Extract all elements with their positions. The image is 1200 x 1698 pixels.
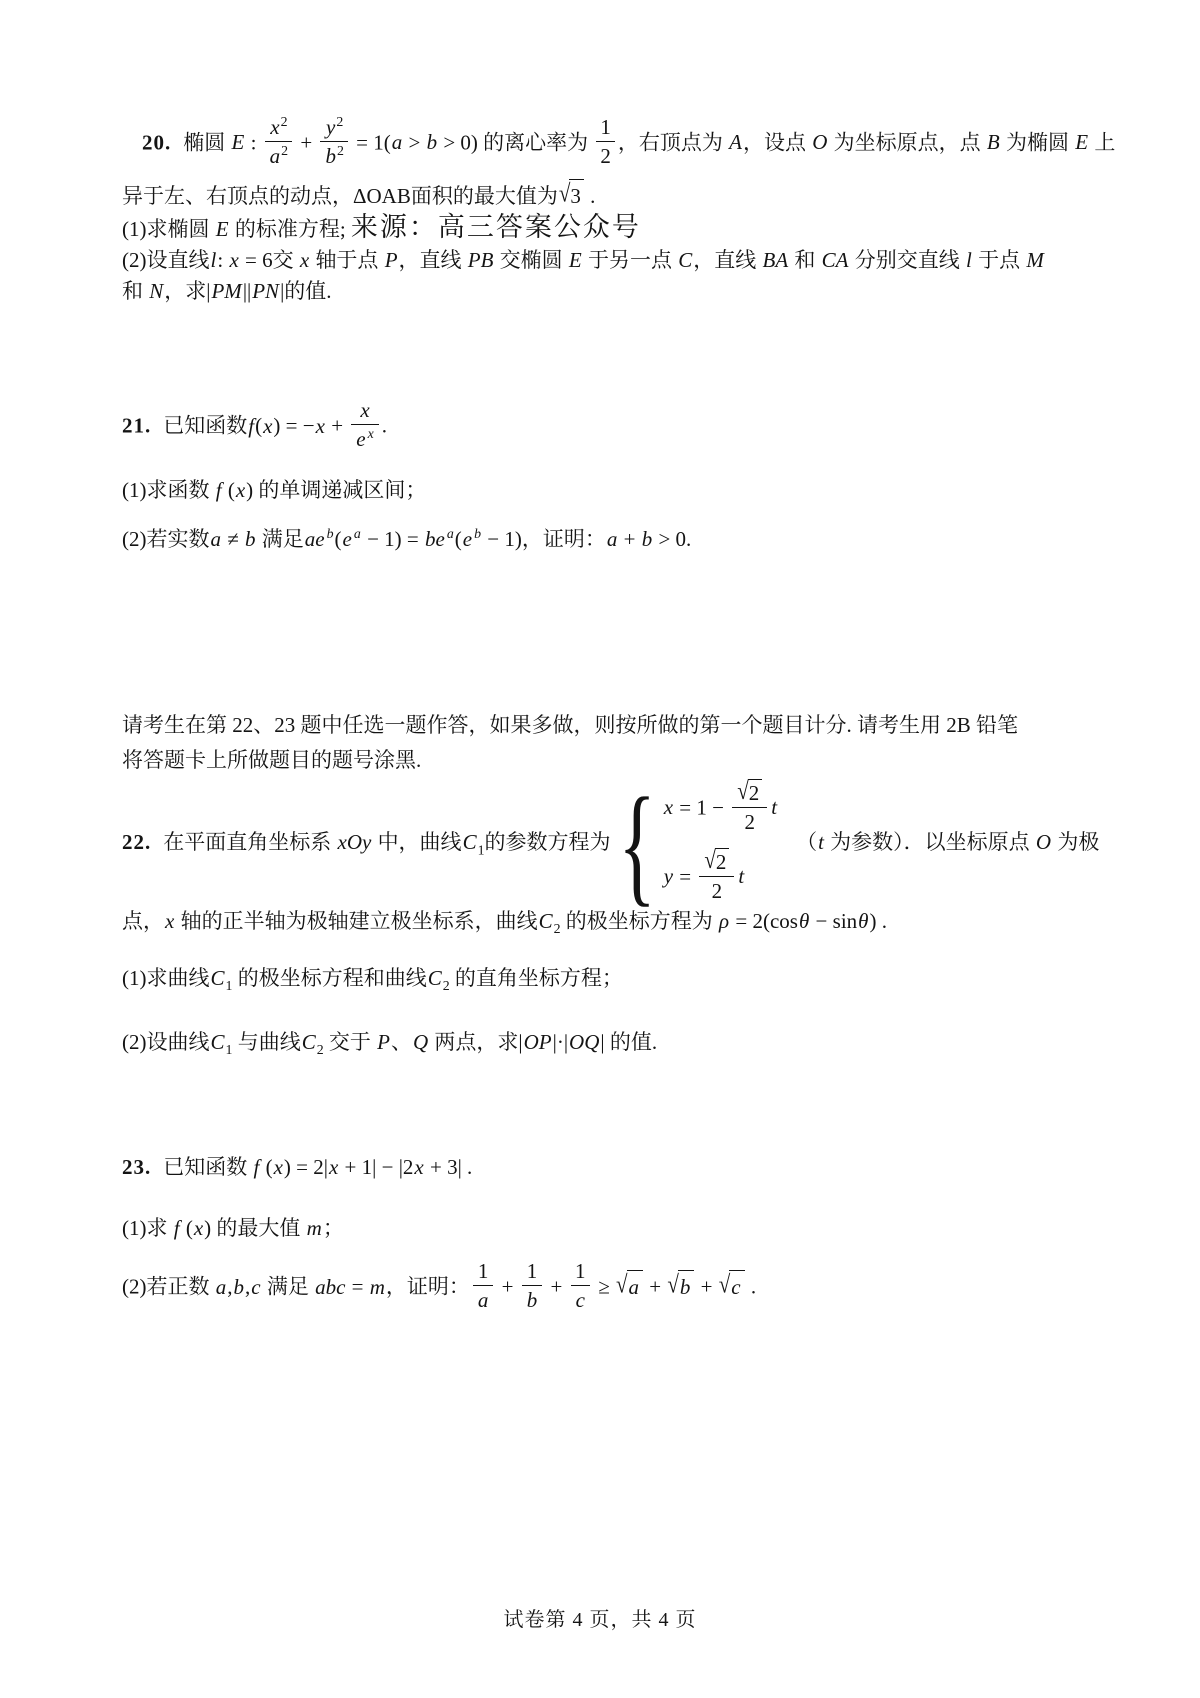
math-variable: PB (467, 248, 494, 273)
text-run: |的值. (280, 279, 332, 304)
math-variable: P (384, 248, 398, 273)
math-variable: E (231, 130, 245, 155)
text-run: ，直线 (693, 248, 762, 273)
text-run: 2 (336, 114, 344, 129)
superscript (326, 526, 335, 541)
math-variable: x (235, 477, 246, 502)
math-variable: x (165, 909, 175, 934)
text-run: 椭圆 (183, 130, 231, 155)
superscript (337, 143, 344, 158)
text-run: 的极坐标方程和曲线 (232, 966, 427, 991)
text-run: | 的值. (600, 1030, 658, 1055)
text-run: 交于 (323, 1030, 377, 1055)
math-variable: f (215, 477, 222, 502)
math-variable: b (526, 1288, 538, 1313)
subscript (554, 921, 561, 936)
text-run: 已知函数 (163, 1155, 253, 1180)
text-run: 满足 (261, 1274, 315, 1299)
math-variable: e (462, 526, 473, 551)
text-run: 和 (122, 279, 149, 304)
text-run: ( (260, 1155, 273, 1180)
text-run: 1 (526, 1259, 538, 1284)
radical-sign: √ (558, 179, 571, 208)
text-run: ，右顶点为 (617, 130, 729, 155)
superscript (336, 114, 343, 129)
math-variable: t (771, 795, 778, 820)
problem-21 (122, 398, 1124, 554)
radicand (715, 848, 730, 874)
text-run: = 1 − (674, 795, 730, 820)
fraction-numerator (571, 1259, 590, 1285)
text-run: ) 的最大值 (204, 1216, 306, 1241)
text-run: （ (796, 829, 818, 854)
math-variable: b (325, 144, 336, 169)
text-run: , (245, 1274, 251, 1299)
problem-number: 21. (122, 413, 152, 438)
math-variable: a (353, 525, 361, 541)
math-variable: a (446, 525, 454, 541)
fraction (473, 1259, 494, 1312)
math-variable: b (641, 526, 653, 551)
problem-22-line-1 (122, 769, 1124, 918)
superscript (473, 526, 482, 541)
text-run: 的标准方程; (229, 217, 351, 242)
text-run: 2 (316, 1042, 324, 1058)
text-run: + 1| − |2 (339, 1155, 414, 1180)
math-variable: f (253, 1155, 260, 1180)
radicand (729, 1270, 744, 1303)
text-run: ，直线 (398, 248, 467, 273)
math-variable: C (678, 248, 693, 273)
radical-sign: √ (718, 1269, 731, 1298)
math-variable: x (299, 248, 310, 273)
text-run: ≠ (222, 526, 245, 551)
text-run: 的直角坐标方程； (449, 966, 623, 991)
fraction-numerator (473, 1259, 494, 1285)
math-variable: M (1026, 248, 1044, 273)
math-variable: b (326, 525, 334, 541)
problem-23-line-2 (122, 1213, 1124, 1244)
text-run: , (227, 1274, 233, 1299)
text-run: − 1) = (361, 526, 424, 551)
text-run: |·| (552, 1030, 569, 1055)
math-variable: a (477, 1288, 489, 1313)
text-run: ( (222, 477, 235, 502)
selection-note (122, 710, 1124, 776)
text-run: 2 (281, 143, 289, 159)
fraction-denominator (732, 807, 767, 834)
math-variable: E (568, 248, 582, 273)
math-variable: y (663, 864, 674, 889)
superscript (446, 526, 455, 541)
text-run: 于点 (972, 248, 1026, 273)
problem-number: 22. (122, 829, 152, 854)
problem-23-line-3 (122, 1259, 1124, 1315)
math-variable: x (360, 398, 370, 423)
problem-22-line-3 (122, 963, 1124, 994)
text-run: 为坐标原点，点 (828, 130, 986, 155)
text-run: + (644, 1274, 667, 1299)
text-run: ) = 2| (283, 1155, 328, 1180)
square-root (667, 1270, 694, 1303)
text-run: . (745, 1274, 757, 1299)
math-variable: c (731, 1274, 741, 1299)
radicand (678, 1270, 695, 1303)
text-run: 和 (789, 248, 821, 273)
text-run: 上 (1089, 130, 1116, 155)
text-run: = (346, 1274, 369, 1299)
text-run: : (217, 248, 229, 273)
problem-21-line-1 (122, 398, 1124, 454)
text-run: ，求| (164, 279, 211, 304)
math-variable: N (149, 279, 164, 304)
fraction-denominator (699, 876, 734, 903)
math-variable: a (215, 1274, 227, 1299)
square-root (559, 179, 584, 212)
math-variable: O (812, 130, 828, 155)
fraction-denominator (522, 1285, 543, 1312)
text-run: 2 (744, 809, 755, 834)
system-row (663, 845, 778, 906)
text-run: ； (322, 1216, 344, 1241)
text-run: . (381, 413, 388, 438)
math-variable: θ (798, 909, 810, 934)
problem-20 (122, 114, 1124, 307)
fraction-numerator (732, 776, 767, 807)
text-run: 2 (336, 143, 344, 159)
math-variable: C (210, 966, 225, 991)
text-run: 的极坐标方程为 (560, 909, 719, 934)
text-run: || (242, 279, 252, 304)
text-run: 两点，求| (429, 1030, 523, 1055)
math-variable: c (575, 1288, 585, 1313)
superscript (281, 143, 288, 158)
math-variable: b (426, 130, 438, 155)
text-run: = 1( (350, 130, 391, 155)
text-run: 1 (477, 841, 485, 857)
fraction (522, 1259, 543, 1312)
math-variable: x (270, 115, 280, 139)
page-footer: 试卷第 4 页，共 4 页 (503, 1609, 697, 1631)
superscript (367, 426, 375, 441)
math-variable: e (356, 427, 366, 452)
text-run: ) 的单调递减区间； (246, 477, 427, 502)
fraction (699, 845, 734, 903)
text-run: = (674, 864, 697, 889)
math-variable: E (215, 217, 229, 242)
text-run: 2 (442, 978, 450, 994)
text-run: 1 (575, 1259, 586, 1284)
text-run: (2)设曲线 (122, 1030, 210, 1055)
text-run: 轴的正半轴为极轴建立极坐标系，曲线 (175, 909, 538, 934)
text-run: 于另一点 (582, 248, 678, 273)
math-variable: BA (762, 248, 789, 273)
problem-22 (122, 769, 1124, 1059)
text-run: 、 (390, 1030, 412, 1055)
fraction-denominator (473, 1285, 494, 1312)
text-run: − 1)，证明： (482, 526, 606, 551)
text-run: 在平面直角坐标系 (163, 829, 337, 854)
text-run: + (325, 413, 349, 438)
text-run: > (403, 130, 426, 155)
problem-21-line-3 (122, 524, 1124, 555)
math-variable: C (462, 829, 477, 854)
text-run: + 3| . (424, 1155, 473, 1180)
text-run: ，设点 (743, 130, 812, 155)
problem-23-line-1 (122, 1152, 1124, 1183)
radical-sign: √ (704, 845, 716, 874)
math-variable: ae (304, 526, 325, 551)
fraction (265, 115, 292, 168)
text-run: − sin (810, 909, 858, 934)
parametric-system (615, 769, 779, 918)
math-variable: x (663, 795, 674, 820)
text-run: ) . (869, 909, 887, 934)
problem-23 (122, 1152, 1124, 1315)
math-variable: PM (211, 279, 242, 304)
text-run: 2 (553, 921, 561, 937)
math-variable: m (306, 1216, 322, 1241)
text-run: 已知函数 (163, 413, 248, 438)
math-variable: e (342, 526, 352, 551)
radicand (748, 779, 763, 805)
math-variable: m (369, 1274, 385, 1299)
text-run: 为极 (1052, 829, 1100, 854)
math-variable: b (245, 526, 256, 551)
text-run: 1 (477, 1259, 489, 1284)
text-run: 请考生在第 22、23 题中任选一题作答，如果多做，则按所做的第一个题目计分. 请考生用 2B 铅笔 (122, 712, 1019, 737)
square-root (719, 1270, 745, 1303)
text-run: 2 (748, 780, 760, 805)
text-run: 满足 (256, 526, 304, 551)
text-run: 3 (570, 184, 581, 209)
math-variable: l (210, 248, 217, 273)
problem-number: 23. (122, 1155, 152, 1180)
selection-note-line-1 (122, 710, 1124, 741)
radicand (627, 1270, 644, 1303)
text-run: = 6交 (239, 248, 299, 273)
fraction-denominator (571, 1285, 590, 1312)
square-root (616, 1270, 643, 1303)
text-run: (2)若实数 (122, 526, 210, 551)
subscript (317, 1042, 324, 1057)
math-variable: t (738, 864, 745, 889)
text-run: 2 (715, 849, 727, 874)
text-run: ≥ (592, 1274, 615, 1299)
math-variable: C (301, 1030, 316, 1055)
math-variable: c (251, 1274, 261, 1299)
math-variable: a (628, 1274, 639, 1299)
problem-number: 20. (142, 130, 172, 155)
math-variable: C (210, 1030, 225, 1055)
fraction (320, 115, 347, 168)
text-run: (1)求椭圆 (122, 217, 215, 242)
math-variable: a (606, 526, 618, 551)
fraction-numerator (320, 115, 347, 141)
math-variable: f (248, 413, 255, 438)
text-run: (1)求曲线 (122, 966, 210, 991)
text-run: + (496, 1274, 519, 1299)
problem-20-line-2 (122, 179, 1124, 212)
math-variable: be (425, 526, 445, 551)
superscript (353, 526, 362, 541)
math-variable: f (173, 1216, 180, 1241)
text-run: 1 (225, 978, 233, 994)
fraction (351, 398, 378, 451)
text-run: > 0. (653, 526, 692, 551)
fraction (732, 776, 767, 834)
math-variable: C (538, 909, 553, 934)
text-run: + (618, 526, 641, 551)
text-run: 轴于点 (310, 248, 384, 273)
text-run: > 0) 的离心率为 (438, 130, 594, 155)
problem-20-line-5 (122, 276, 1124, 307)
math-variable: E (1075, 130, 1089, 155)
text-run: 为椭圆 (1000, 130, 1075, 155)
text-run: 异于左、右顶点的动点，ΔOAB面积的最大值为 (122, 184, 558, 209)
text-run: . (584, 184, 596, 209)
system-row (663, 776, 778, 837)
text-run: (2)若正数 (122, 1274, 215, 1299)
math-variable: ρ (719, 909, 730, 934)
text-run: 将答题卡上所做题目的题号涂黑. (122, 747, 422, 772)
text-run: ( (454, 526, 462, 551)
text-run: 交椭圆 (494, 248, 568, 273)
math-variable: b (233, 1274, 244, 1299)
fraction-numerator (265, 115, 292, 141)
fraction (596, 115, 615, 168)
text-run: 2 (600, 144, 611, 169)
math-variable: OP (523, 1030, 552, 1055)
math-variable: a (269, 144, 281, 169)
text-run: 2 (711, 878, 723, 903)
problem-20-line-3 (122, 212, 1124, 245)
subscript (478, 842, 485, 857)
text-run: : (245, 130, 262, 155)
fraction (571, 1259, 590, 1312)
math-variable: x (328, 1155, 339, 1180)
fraction-numerator (699, 845, 734, 876)
text-run: 1 (600, 115, 611, 139)
math-variable: a (391, 130, 403, 155)
math-variable: x (263, 413, 273, 438)
math-variable: Q (412, 1030, 429, 1055)
fraction-numerator (522, 1259, 543, 1285)
fraction-numerator (596, 115, 615, 141)
radical-sign: √ (667, 1269, 679, 1298)
text-run: ，证明： (385, 1274, 470, 1299)
square-root (704, 845, 729, 874)
text-run: (1)求函数 (122, 477, 215, 502)
text-run: 与曲线 (232, 1030, 301, 1055)
source-note: 来源：高三答案公众号 (350, 212, 641, 243)
fraction-denominator (320, 141, 347, 168)
radicand (569, 179, 584, 212)
text-run: 中，曲线 (372, 829, 462, 854)
math-variable: x (229, 248, 239, 273)
math-variable: x (414, 1155, 424, 1180)
radical-sign: √ (737, 776, 749, 805)
text-run: ( (255, 413, 263, 438)
text-run: 分别交直线 (849, 248, 966, 273)
math-variable: P (377, 1030, 390, 1055)
text-run: 为参数）．以坐标原点 (824, 829, 1035, 854)
math-variable: A (729, 130, 742, 155)
math-variable: abc (315, 1274, 346, 1299)
math-variable: a (210, 526, 221, 551)
math-variable: C (427, 966, 442, 991)
math-variable: x (273, 1155, 283, 1180)
subscript (443, 978, 450, 993)
left-brace: { (617, 769, 656, 918)
math-variable: xOy (337, 829, 372, 854)
text-run: 2 (280, 114, 288, 129)
problem-20-line-1 (122, 114, 1124, 171)
system-rows (663, 776, 778, 907)
fraction-denominator (351, 424, 378, 451)
math-variable: b (679, 1274, 691, 1299)
superscript (281, 114, 288, 129)
math-variable: y (326, 115, 336, 139)
text-run: + (695, 1274, 718, 1299)
text-run: 1 (225, 1042, 233, 1058)
problem-20-line-4 (122, 245, 1124, 276)
text-run: = 2(cos (730, 909, 798, 934)
text-run: + (545, 1274, 568, 1299)
math-variable: x (193, 1216, 204, 1241)
text-run: 点， (122, 909, 164, 934)
math-variable: OQ (569, 1030, 600, 1055)
math-variable: x (315, 413, 325, 438)
fraction-numerator (351, 398, 378, 424)
text-run: ( (180, 1216, 193, 1241)
fraction-denominator (596, 141, 615, 168)
math-variable: l (966, 248, 972, 273)
math-variable: PN (252, 279, 280, 304)
math-variable: t (818, 829, 824, 854)
text-run: (1)求 (122, 1216, 173, 1241)
problem-21-line-2 (122, 475, 1124, 506)
text-run: ( (334, 526, 342, 551)
text-run: + (295, 130, 318, 155)
math-variable: x (367, 426, 374, 442)
radical-sign: √ (615, 1269, 628, 1298)
math-variable: θ (858, 909, 869, 934)
math-variable: CA (821, 248, 849, 273)
math-variable: O (1035, 829, 1052, 854)
fraction-denominator (265, 141, 292, 168)
math-variable: b (474, 525, 482, 541)
text-run: (2)设直线 (122, 248, 210, 273)
problem-22-line-4 (122, 1027, 1124, 1058)
text-run: 的参数方程为 (484, 829, 611, 854)
square-root (737, 776, 762, 805)
math-variable: B (986, 130, 1000, 155)
text-run: ) = − (273, 413, 315, 438)
